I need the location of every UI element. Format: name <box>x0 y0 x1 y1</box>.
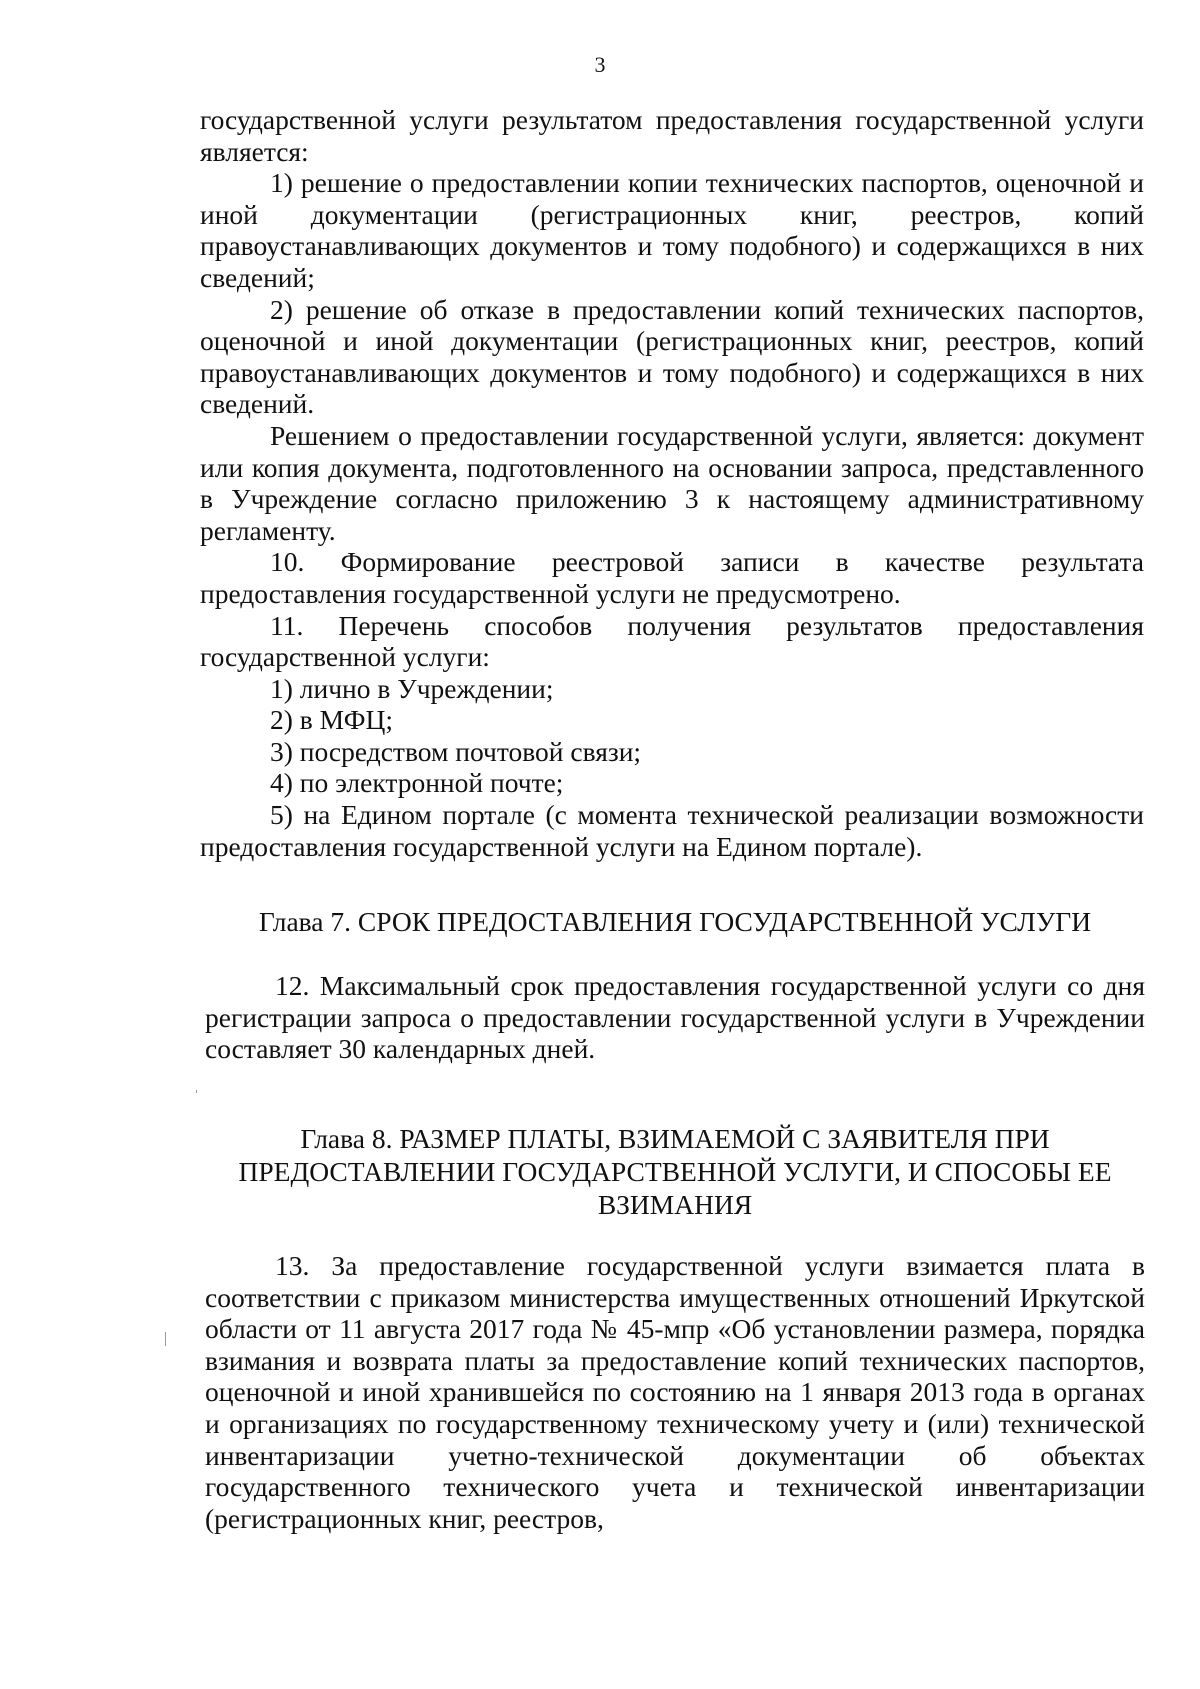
list-item-unified-portal: 5) на Едином портале (с момента технической реализации возможности предоставления государственной услуги на Едином портале). <box>200 799 1144 862</box>
list-item-email: 4) по электронной почте; <box>270 767 564 799</box>
scan-speck <box>196 1090 197 1093</box>
chapter-8-heading-line-2: ПРЕДОСТАВЛЕНИИ ГОСУДАРСТВЕННОЙ УСЛУГИ, И СПОСОБЫ ЕЕ <box>238 1156 1112 1187</box>
chapter-8-heading-line-3: ВЗИМАНИЯ <box>597 1189 753 1220</box>
paragraph-10: 10. Формирование реестровой записи в качестве результата предоставления государственной услуги не предусмотрено. <box>200 546 1144 609</box>
list-item-in-person: 1) лично в Учреждении; <box>270 672 554 704</box>
paragraph-13: 13. За предоставление государственной услуги взимается плата в соответствии с приказом министерства имущественных отношений Иркутской области от 11 августа 2017 года № 45-мпр «Об установлении размера, порядка взимания и возврата платы за предоставление копий технических паспортов, оценочной и иной хранившейся по состоянию на 1 января 2013 года в органах и организациях по государственному техническому учету и (или) технической инвентаризации учетно-технической документации об объектах государственного технического учета и технической инвентаризации (регистрационных книг, реестров, <box>205 1250 1145 1534</box>
list-item-mfc: 2) в МФЦ; <box>270 704 393 736</box>
paragraph-11: 11. Перечень способов получения результатов предоставления государственной услуги: <box>200 609 1144 673</box>
list-item-decision-refuse: 2) решение об отказе в предоставлении копий технических паспортов, оценочной и иной документации (регистрационных книг, реестров, копий правоустанавливающих документов и тому подобного) и содержащихся в них сведений. <box>200 293 1144 420</box>
list-item-post: 3) посредством почтовой связи; <box>270 735 642 767</box>
chapter-8-heading-line-1: Глава 8. РАЗМЕР ПЛАТЫ, ВЗИМАЕМОЙ С ЗАЯВИТЕЛЯ ПРИ <box>300 1123 1050 1154</box>
paragraph-decision-definition: Решением о предоставлении государственной услуги, является: документ или копия документа, подготовленного на основании запроса, представленного в Учреждение согласно приложению 3 к настоящему административному регламенту. <box>200 419 1144 546</box>
paragraph-continuation: государственной услуги результатом предоставления государственной услуги является: <box>200 104 1144 167</box>
page-number: 3 <box>594 52 606 77</box>
chapter-8-body <box>205 1250 1145 1534</box>
section-result-of-service <box>200 104 1144 862</box>
scan-margin-mark <box>165 1332 166 1346</box>
list-item-decision-provide: 1) решение о предоставлении копии технических паспортов, оценочной и иной документации (регистрационных книг, реестров, копий правоустанавливающих документов и тому подобного) и содержащихся в них сведений; <box>200 167 1144 293</box>
chapter-7-heading: Глава 7. СРОК ПРЕДОСТАВЛЕНИЯ ГОСУДАРСТВЕННОЙ УСЛУГИ <box>258 906 1092 937</box>
paragraph-12: 12. Максимальный срок предоставления государственной услуги со дня регистрации запроса о предоставлении государственной услуги в Учреждении составляет 30 календарных дней. <box>205 970 1145 1065</box>
chapter-7-body <box>205 970 1145 1065</box>
chapter-8-heading <box>205 1122 1145 1221</box>
